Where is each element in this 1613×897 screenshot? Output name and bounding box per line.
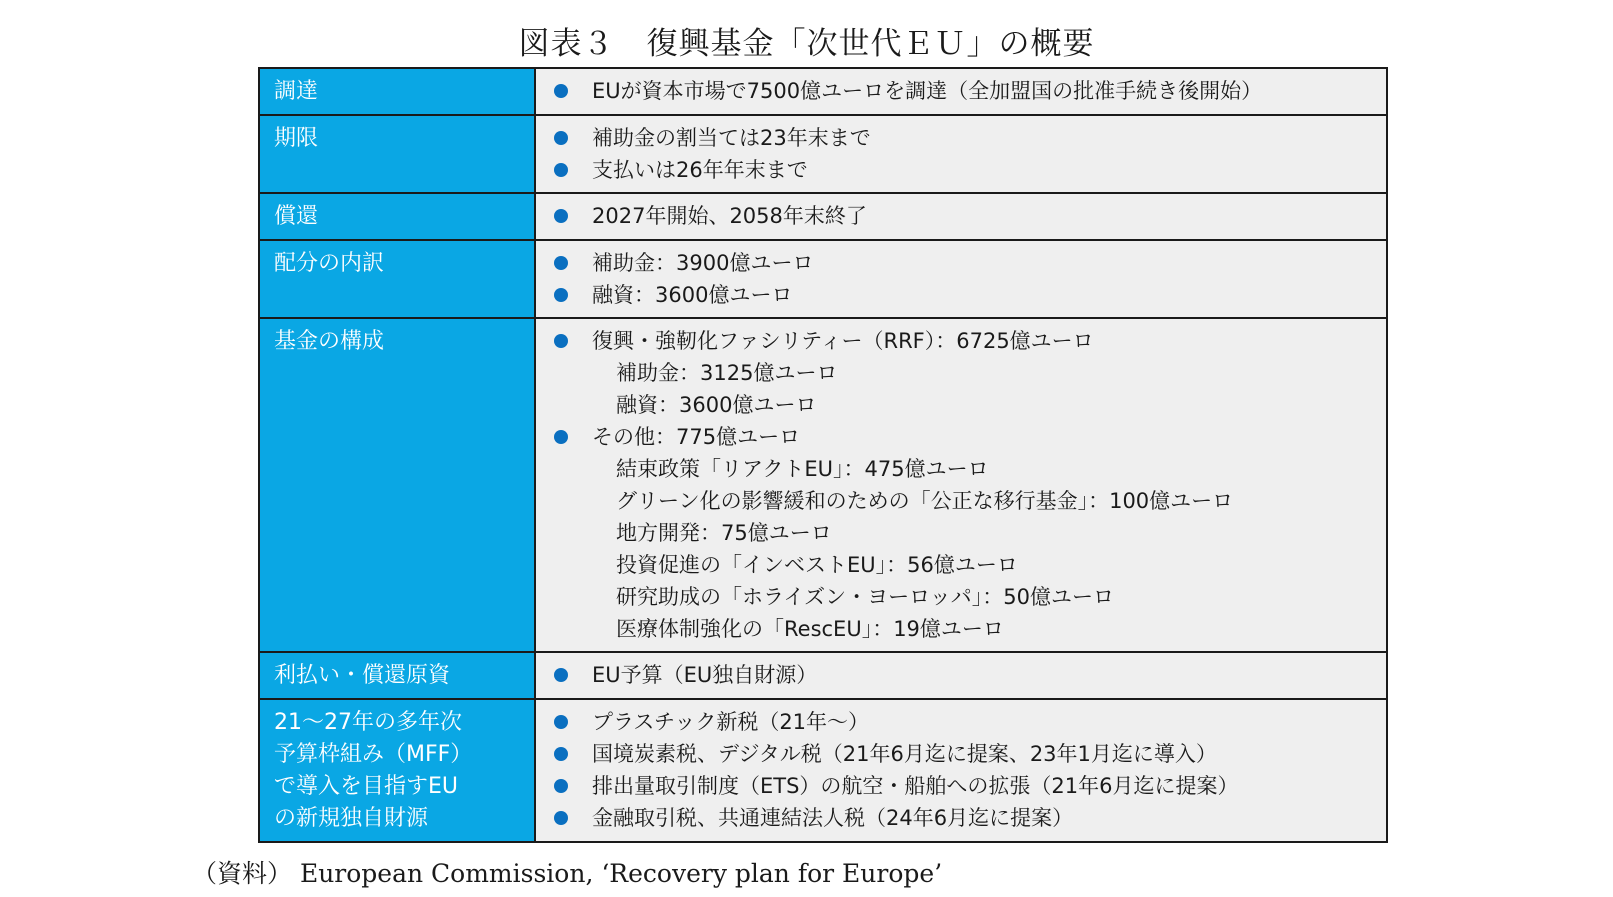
table-row xyxy=(259,699,1387,842)
row-label xyxy=(259,318,535,652)
sub-item: 投資促進の「インベストEU」：56億ユーロ xyxy=(616,553,1018,577)
row-value xyxy=(535,318,1387,652)
bullet-item: プラスチック新税（21年～） xyxy=(552,706,1376,738)
source-note: （資料） European Commission, ‘Recovery plan for Europe’ xyxy=(192,859,943,888)
row-label xyxy=(259,68,535,115)
row-label-line: 調達 xyxy=(274,79,319,104)
bullet-item: EUが資本市場で7500億ユーロを調達（全加盟国の批准手続き後開始） xyxy=(552,75,1376,107)
bullet-item: 補助金の割当ては23年末まで xyxy=(552,122,1376,154)
bullet-item: 補助金：3900億ユーロ xyxy=(552,247,1376,279)
row-label-line: 21～27年の多年次 xyxy=(274,710,462,735)
row-value xyxy=(535,193,1387,240)
row-label-line: の新規独自財源 xyxy=(274,806,429,831)
row-value xyxy=(535,68,1387,115)
bullet-item: 国境炭素税、デジタル税（21年6月迄に提案、23年1月迄に導入） xyxy=(552,738,1376,770)
sub-item: 医療体制強化の「RescEU」：19億ユーロ xyxy=(616,617,1004,641)
sub-item: 融資：3600億ユーロ xyxy=(616,393,817,417)
row-label xyxy=(259,193,535,240)
row-label-line: 償還 xyxy=(274,204,319,229)
bullet-item: 復興・強靭化ファシリティー（RRF）：6725億ユーロ xyxy=(552,325,1376,357)
row-label xyxy=(259,240,535,318)
bullet-item: 支払いは26年年末まで xyxy=(552,154,1376,186)
table-row xyxy=(259,193,1387,240)
table-row xyxy=(259,115,1387,193)
row-label-line: 配分の内訳 xyxy=(274,251,385,276)
bullet-item: 2027年開始、2058年末終了 xyxy=(552,200,1376,232)
row-label-line: 基金の構成 xyxy=(274,329,385,354)
row-label-line: で導入を目指すEU xyxy=(274,774,459,799)
overview-table xyxy=(258,67,1388,843)
figure-title: 図表３ 復興基金「次世代ＥＵ」の概要 xyxy=(518,26,1095,62)
bullet-item: 排出量取引制度（ETS）の航空・船舶への拡張（21年6月迄に提案） xyxy=(552,770,1376,802)
bullet-item: EU予算（EU独自財源） xyxy=(552,659,1376,691)
row-label-line: 予算枠組み（MFF） xyxy=(274,742,473,767)
row-label xyxy=(259,115,535,193)
sub-item: グリーン化の影響緩和のための「公正な移行基金」：100億ユーロ xyxy=(616,489,1234,513)
bullet-item: 融資：3600億ユーロ xyxy=(552,279,1376,311)
sub-item: 結束政策「リアクトEU」：475億ユーロ xyxy=(616,457,989,481)
row-label-line: 利払い・償還原資 xyxy=(274,663,451,688)
sub-item: 補助金：3125億ユーロ xyxy=(616,361,838,385)
row-value xyxy=(535,240,1387,318)
row-label xyxy=(259,652,535,699)
bullet-item: その他：775億ユーロ xyxy=(552,421,1376,453)
bullet-item: 金融取引税、共通連結法人税（24年6月迄に提案） xyxy=(552,802,1376,834)
row-value xyxy=(535,115,1387,193)
row-label xyxy=(259,699,535,842)
row-label-line: 期限 xyxy=(274,126,319,151)
table-row xyxy=(259,68,1387,115)
table-row xyxy=(259,652,1387,699)
table-row xyxy=(259,240,1387,318)
row-value xyxy=(535,699,1387,842)
sub-item: 研究助成の「ホライズン・ヨーロッパ」：50億ユーロ xyxy=(616,585,1114,609)
sub-item: 地方開発：75億ユーロ xyxy=(616,521,832,545)
row-value xyxy=(535,652,1387,699)
table-row xyxy=(259,318,1387,652)
